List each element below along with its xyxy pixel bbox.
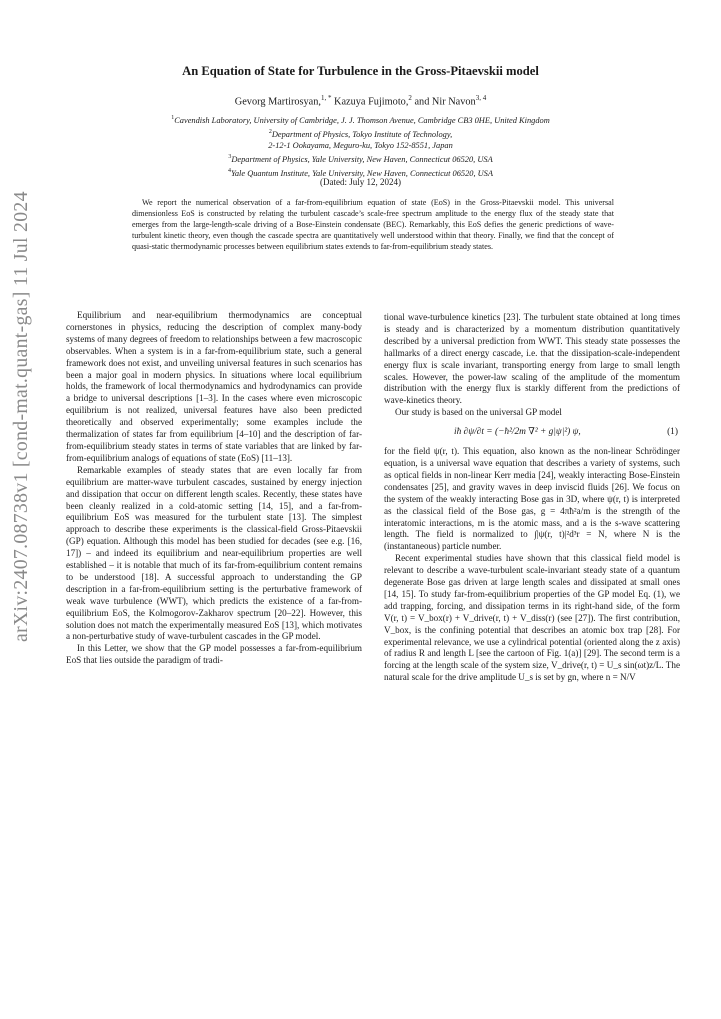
left-column — [66, 310, 362, 667]
affiliation — [0, 113, 721, 127]
affiliation — [0, 127, 721, 141]
date-line: (Dated: July 12, 2024) — [320, 177, 401, 187]
author-name: Gevorg Martirosyan, — [234, 96, 321, 108]
author-affiliation-mark: 1, * — [320, 94, 332, 102]
right-column — [384, 312, 680, 684]
affiliation-mark: 4 — [227, 167, 231, 174]
affiliation-text: Yale Quantum Institute, Yale University, New Haven, Connecticut 06520, USA — [230, 168, 493, 178]
affiliation — [0, 152, 721, 166]
affiliation-text: 2-12-1 Ookayama, Meguro-ku, Tokyo 152-8551, Japan — [268, 141, 453, 151]
body-paragraph: Equilibrium and near-equilibrium thermodynamics are conceptual cornerstones in physics, reducing the description of complex many-body systems of many degrees of freedom to relationships between a few macroscopic observables. When a system is in a far-from-equilibrium state, such a general framework does not exist, and unveiling universal features in such scenarios has been a major goal in modern physics. In situations where local equilibrium holds, the framework of local thermodynamics and hydrodynamics can provide a bridge to universal descriptions [1–3]. In the cases where even microscopic equilibrium is not realized, universal features have also been predicted theoretically and observed experimentally; some examples include the thermalization of states far from equilibrium [4–10] and the description of far-from-equilibrium steady states in terms of state variables that are linked by far-from-equilibrium analogs of equations of state (EoS) [11–13]. — [66, 310, 362, 463]
author-affiliation-mark: 3, 4 — [475, 94, 487, 102]
abstract: We report the numerical observation of a far-from-equilibrium equation of state (EoS) in the Gross-Pitaevskii model. This universal dimensionless EoS is constructed by relating the turbulent cascade’s scale-free spectrum amplitude to the energy flux of the steady state that emerges from the large-length-scale driving of a Bose-Einstein condensate (BEC). Remarkably, this EoS defies the generic predictions of wave-turbulent kinetic theory, even though the cascade spectra are quantitatively well understood within that theory. Finally, we find that the concept of quasi-static thermodynamic processes between equilibrium states extends to far-from-equilibrium steady states. — [132, 198, 614, 252]
affiliation-text: Department of Physics, Yale University, New Haven, Connecticut 06520, USA — [231, 154, 493, 164]
body-paragraph: Our study is based on the universal GP model — [395, 407, 562, 418]
body-paragraph: for the field ψ(r, t). This equation, also known as the non-linear Schrödinger equation, is a universal wave equation that describes a variety of systems, such as optical fields in non-linear Kerr media [24], weakly interacting Bose-Einstein condensates [25], and gravity waves in deep inviscid fluids [26]. We focus on the system of the weakly interacting Bose gas in 3D, where ψ(r, t) is interpreted as the classical field of the Bose gas, g = 4πħ²a/m is the strength of the interatomic interactions, m is the atomic mass, and a is the s-wave scattering length. The field is normalized to ∫|ψ(r, t)|²d³r = N, where N is the (instantaneous) particle number. — [384, 446, 680, 552]
arxiv-identifier[interactable]: arXiv:2407.08738v1 [cond-mat.quant-gas] 11 Jul 2024 — [10, 191, 32, 642]
author-list — [0, 94, 721, 107]
equation-1 — [384, 427, 680, 439]
affiliation-text: Cavendish Laboratory, University of Cambridge, J. J. Thomson Avenue, Cambridge CB3 0HE, United Kingdom — [174, 115, 550, 125]
paper-title: An Equation of State for Turbulence in the Gross-Pitaevskii model — [182, 64, 539, 78]
body-paragraph: In this Letter, we show that the GP model possesses a far-from-equilibrium EoS that lies outside the paradigm of tradi- — [66, 643, 362, 666]
affiliation-text: Department of Physics, Tokyo Institute of Technology, — [271, 129, 453, 139]
affiliation-list — [0, 113, 721, 179]
author-name: Kazuya Fujimoto, — [334, 96, 409, 108]
body-paragraph: Remarkable examples of steady states that are even locally far from equilibrium are matter-wave turbulent cascades, sustained by energy injection and dissipation that occur on different length scales. Recently, these states have been cleanly realized in a cold-atomic setting [14, 15], and a far-from-equilibrium EoS was measured for the turbulent state [13]. The simplest approach to describe these experiments is the classical-field Gross-Pitaevskii (GP) equation. Although this model has been studied for decades (see e.g. [16, 17]) – and indeed its equilibrium and near-equilibrium properties are well established – it is notable that much of its far-from-equilibrium content remains to be understood [18]. A successful approach to understanding the GP description in a far-from-equilibrium setting is the perturbative framework of weak wave turbulence (WWT), which predicts the existence of a far-from-equilibrium EoS, the Kolmogorov-Zakharov spectrum [20–22]. However, this solution does not match the experimentally measured EoS [13], which motivates a non-perturbative study of wave-turbulent cascades in the GP model. — [66, 464, 362, 642]
equation-formula: iħ ∂ψ/∂t = (−ħ²/2m ∇² + g|ψ|²) ψ, — [454, 427, 581, 438]
body-paragraph: Recent experimental studies have shown that this classical field model is relevant to describe a wave-turbulent scale-invariant steady state of a quantum degenerate Bose gas driven at large length scales and dissipated at small ones [14, 15]. To study far-from-equilibrium properties of the GP model Eq. (1), we add trapping, forcing, and dissipation terms in its right-hand side, of the form V(r, t) = V_box(r) + V_drive(r, t) + V_diss(r) (see [27]). The first contribution, V_box, is the confining potential that describes an atomic box trap [28]. For experimental relevance, we use a cylindrical potential (oriented along the z axis) of radius R and length L [see the cartoon of Fig. 1(a)] [29]. The second term is a forcing at the length scale of the system size, V_drive(r, t) = U_s sin(ωt)z/L. The natural scale for the drive amplitude U_s is set by gn, where n = N/V — [384, 553, 680, 683]
author-affiliation-mark: 2 — [408, 94, 412, 102]
affiliation-mark: 2 — [268, 128, 272, 135]
author-name: and Nir Navon — [414, 96, 476, 108]
body-paragraph: tional wave-turbulence kinetics [23]. The turbulent state obtained at long times is steady and is characterized by a momentum distribution quantitatively described by a universal prediction from WWT. This steady state possesses the hallmarks of a direct energy cascade, i.e. that the dissipation-scale-independent energy flux is scale invariant, transporting energy from large to small length scales. However, the power-law scaling of the amplitude of the momentum distribution with the energy flux is starkly different from the predictions of wave-kinetics theory. — [384, 312, 680, 406]
affiliation — [0, 140, 721, 152]
affiliation-mark: 3 — [228, 153, 232, 160]
affiliation-mark: 1 — [171, 115, 175, 121]
equation-number: (1) — [667, 427, 678, 438]
